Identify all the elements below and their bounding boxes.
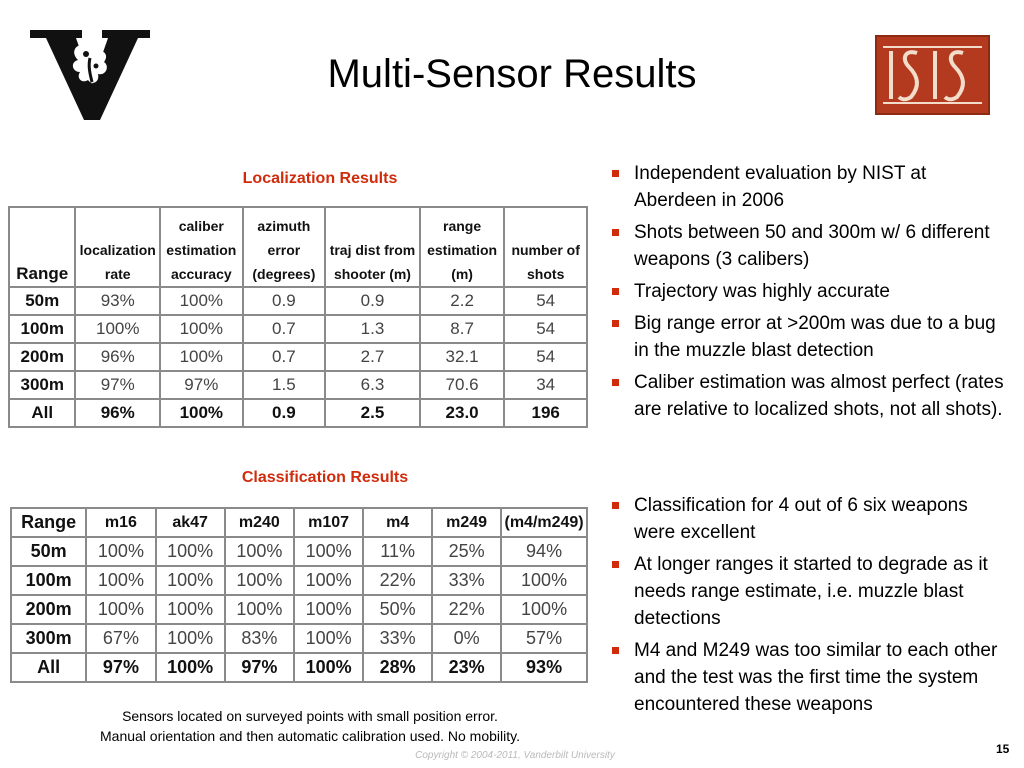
table-cell: 97% bbox=[160, 371, 243, 399]
square-bullet-icon bbox=[612, 379, 619, 386]
table-cell: 23.0 bbox=[420, 399, 505, 427]
classification-results-title: Classification Results bbox=[241, 469, 409, 486]
row-label: 300m bbox=[9, 371, 75, 399]
bullet-text: Caliber estimation was almost perfect (rates are relative to localized shots, not all shots). bbox=[634, 372, 1004, 420]
table-cell: 34 bbox=[504, 371, 587, 399]
column-header: range estimation (m) bbox=[420, 207, 505, 287]
table-row bbox=[9, 315, 587, 343]
row-label: 100m bbox=[11, 566, 86, 595]
column-header: localization rate bbox=[75, 207, 160, 287]
table-cell: 97% bbox=[75, 371, 160, 399]
bullet-item bbox=[610, 310, 1010, 364]
table-cell: 93% bbox=[501, 653, 587, 682]
table-cell: 96% bbox=[75, 343, 160, 371]
square-bullet-icon bbox=[612, 170, 619, 177]
table-cell: 2.5 bbox=[325, 399, 420, 427]
classification-table bbox=[10, 507, 588, 683]
copyright-notice: Copyright © 2004-2011, Vanderbilt University bbox=[415, 750, 615, 761]
bullet-text: At longer ranges it started to degrade as it needs range estimate, i.e. muzzle blast detections bbox=[634, 554, 988, 629]
table-cell: 100% bbox=[156, 624, 225, 653]
column-header: m240 bbox=[225, 508, 294, 537]
column-header: caliber estimation accuracy bbox=[160, 207, 243, 287]
bullet-text: M4 and M249 was too similar to each other and the test was the first time the system encountered these weapons bbox=[634, 640, 998, 715]
table-cell: 33% bbox=[363, 624, 432, 653]
table-cell: 32.1 bbox=[420, 343, 505, 371]
table-cell: 100% bbox=[86, 595, 155, 624]
row-label: All bbox=[9, 399, 75, 427]
table-cell: 100% bbox=[86, 566, 155, 595]
table-row bbox=[11, 595, 587, 624]
square-bullet-icon bbox=[612, 320, 619, 327]
caption-line: Sensors located on surveyed points with small position error. bbox=[122, 708, 498, 724]
bullet-list-bottom bbox=[610, 492, 1010, 723]
table-cell: 54 bbox=[504, 287, 587, 315]
table-cell: 100% bbox=[156, 566, 225, 595]
table-cell: 0% bbox=[432, 624, 501, 653]
table-row bbox=[9, 343, 587, 371]
table-cell: 6.3 bbox=[325, 371, 420, 399]
bullet-item bbox=[610, 492, 1010, 546]
table-cell: 25% bbox=[432, 537, 501, 566]
column-header: m4 bbox=[363, 508, 432, 537]
table-cell: 100% bbox=[294, 566, 363, 595]
table-cell: 54 bbox=[504, 315, 587, 343]
table-row bbox=[11, 624, 587, 653]
table-cell: 100% bbox=[225, 566, 294, 595]
page-number: 15 bbox=[996, 742, 1010, 756]
table-cell: 100% bbox=[294, 653, 363, 682]
table-cell: 0.7 bbox=[243, 343, 326, 371]
row-label: 100m bbox=[9, 315, 75, 343]
table-cell: 196 bbox=[504, 399, 587, 427]
table-cell: 2.7 bbox=[325, 343, 420, 371]
table-cell: 0.9 bbox=[243, 287, 326, 315]
table-cell: 2.2 bbox=[420, 287, 505, 315]
row-label: 200m bbox=[9, 343, 75, 371]
table-cell: 100% bbox=[294, 624, 363, 653]
table-cell: 100% bbox=[225, 537, 294, 566]
table-cell: 94% bbox=[501, 537, 587, 566]
table-cell: 100% bbox=[160, 399, 243, 427]
bullet-item bbox=[610, 369, 1010, 423]
table-cell: 33% bbox=[432, 566, 501, 595]
table-cell: 0.9 bbox=[325, 287, 420, 315]
table-row bbox=[9, 287, 587, 315]
square-bullet-icon bbox=[612, 502, 619, 509]
bullet-text: Classification for 4 out of 6 six weapons were excellent bbox=[634, 495, 968, 543]
table-cell: 54 bbox=[504, 343, 587, 371]
table-cell: 100% bbox=[294, 537, 363, 566]
bullet-item bbox=[610, 160, 1010, 214]
square-bullet-icon bbox=[612, 229, 619, 236]
table-cell: 100% bbox=[294, 595, 363, 624]
table-cell: 100% bbox=[501, 566, 587, 595]
table-cell: 100% bbox=[160, 343, 243, 371]
table-row bbox=[9, 371, 587, 399]
table-cell: 100% bbox=[156, 595, 225, 624]
page-title: Multi-Sensor Results bbox=[327, 52, 697, 96]
table-cell: 1.5 bbox=[243, 371, 326, 399]
column-header: Range bbox=[11, 508, 86, 537]
table-cell: 50% bbox=[363, 595, 432, 624]
table-cell: 8.7 bbox=[420, 315, 505, 343]
bullet-text: Shots between 50 and 300m w/ 6 different weapons (3 calibers) bbox=[634, 222, 990, 270]
table-cell: 100% bbox=[75, 315, 160, 343]
column-header: traj dist from shooter (m) bbox=[325, 207, 420, 287]
column-header: ak47 bbox=[156, 508, 225, 537]
table-cell: 22% bbox=[432, 595, 501, 624]
localization-table bbox=[8, 206, 588, 428]
bullet-text: Independent evaluation by NIST at Aberdeen in 2006 bbox=[634, 163, 927, 211]
table-cell: 83% bbox=[225, 624, 294, 653]
localization-results-title: Localization Results bbox=[242, 170, 398, 187]
bullet-item bbox=[610, 219, 1010, 273]
table-cell: 100% bbox=[160, 287, 243, 315]
caption-line: Manual orientation and then automatic calibration used. No mobility. bbox=[100, 728, 520, 744]
table-cell: 28% bbox=[363, 653, 432, 682]
table-cell: 0.9 bbox=[243, 399, 326, 427]
table-cell: 22% bbox=[363, 566, 432, 595]
table-cell: 57% bbox=[501, 624, 587, 653]
table-cell: 97% bbox=[86, 653, 155, 682]
table-total-row bbox=[9, 399, 587, 427]
table-cell: 100% bbox=[156, 653, 225, 682]
table-cell: 67% bbox=[86, 624, 155, 653]
bullet-item bbox=[610, 551, 1010, 632]
row-label: All bbox=[11, 653, 86, 682]
table-cell: 100% bbox=[225, 595, 294, 624]
bullet-text: Trajectory was highly accurate bbox=[634, 281, 890, 302]
table-cell: 100% bbox=[156, 537, 225, 566]
column-header: Range bbox=[9, 207, 75, 287]
bullet-list-top bbox=[610, 160, 1010, 428]
table-cell: 96% bbox=[75, 399, 160, 427]
column-header: m249 bbox=[432, 508, 501, 537]
table-cell: 100% bbox=[501, 595, 587, 624]
column-header: azimuth error (degrees) bbox=[243, 207, 326, 287]
table-total-row bbox=[11, 653, 587, 682]
table-cell: 100% bbox=[86, 537, 155, 566]
table-cell: 100% bbox=[160, 315, 243, 343]
column-header: m107 bbox=[294, 508, 363, 537]
square-bullet-icon bbox=[612, 288, 619, 295]
table-cell: 23% bbox=[432, 653, 501, 682]
row-label: 50m bbox=[11, 537, 86, 566]
table-row bbox=[11, 566, 587, 595]
bullet-text: Big range error at >200m was due to a bug in the muzzle blast detection bbox=[634, 313, 996, 361]
table-cell: 93% bbox=[75, 287, 160, 315]
table-cell: 0.7 bbox=[243, 315, 326, 343]
square-bullet-icon bbox=[612, 561, 619, 568]
column-header: m16 bbox=[86, 508, 155, 537]
table-cell: 70.6 bbox=[420, 371, 505, 399]
square-bullet-icon bbox=[612, 647, 619, 654]
table-cell: 97% bbox=[225, 653, 294, 682]
column-header: number of shots bbox=[504, 207, 587, 287]
table-row bbox=[11, 537, 587, 566]
row-label: 50m bbox=[9, 287, 75, 315]
table-header-row bbox=[9, 207, 587, 287]
table-cell: 1.3 bbox=[325, 315, 420, 343]
bullet-item bbox=[610, 637, 1010, 718]
column-header: (m4/m249) bbox=[501, 508, 587, 537]
row-label: 300m bbox=[11, 624, 86, 653]
table-caption bbox=[40, 706, 580, 746]
table-header-row bbox=[11, 508, 587, 537]
row-label: 200m bbox=[11, 595, 86, 624]
table-cell: 11% bbox=[363, 537, 432, 566]
bullet-item bbox=[610, 278, 1010, 305]
